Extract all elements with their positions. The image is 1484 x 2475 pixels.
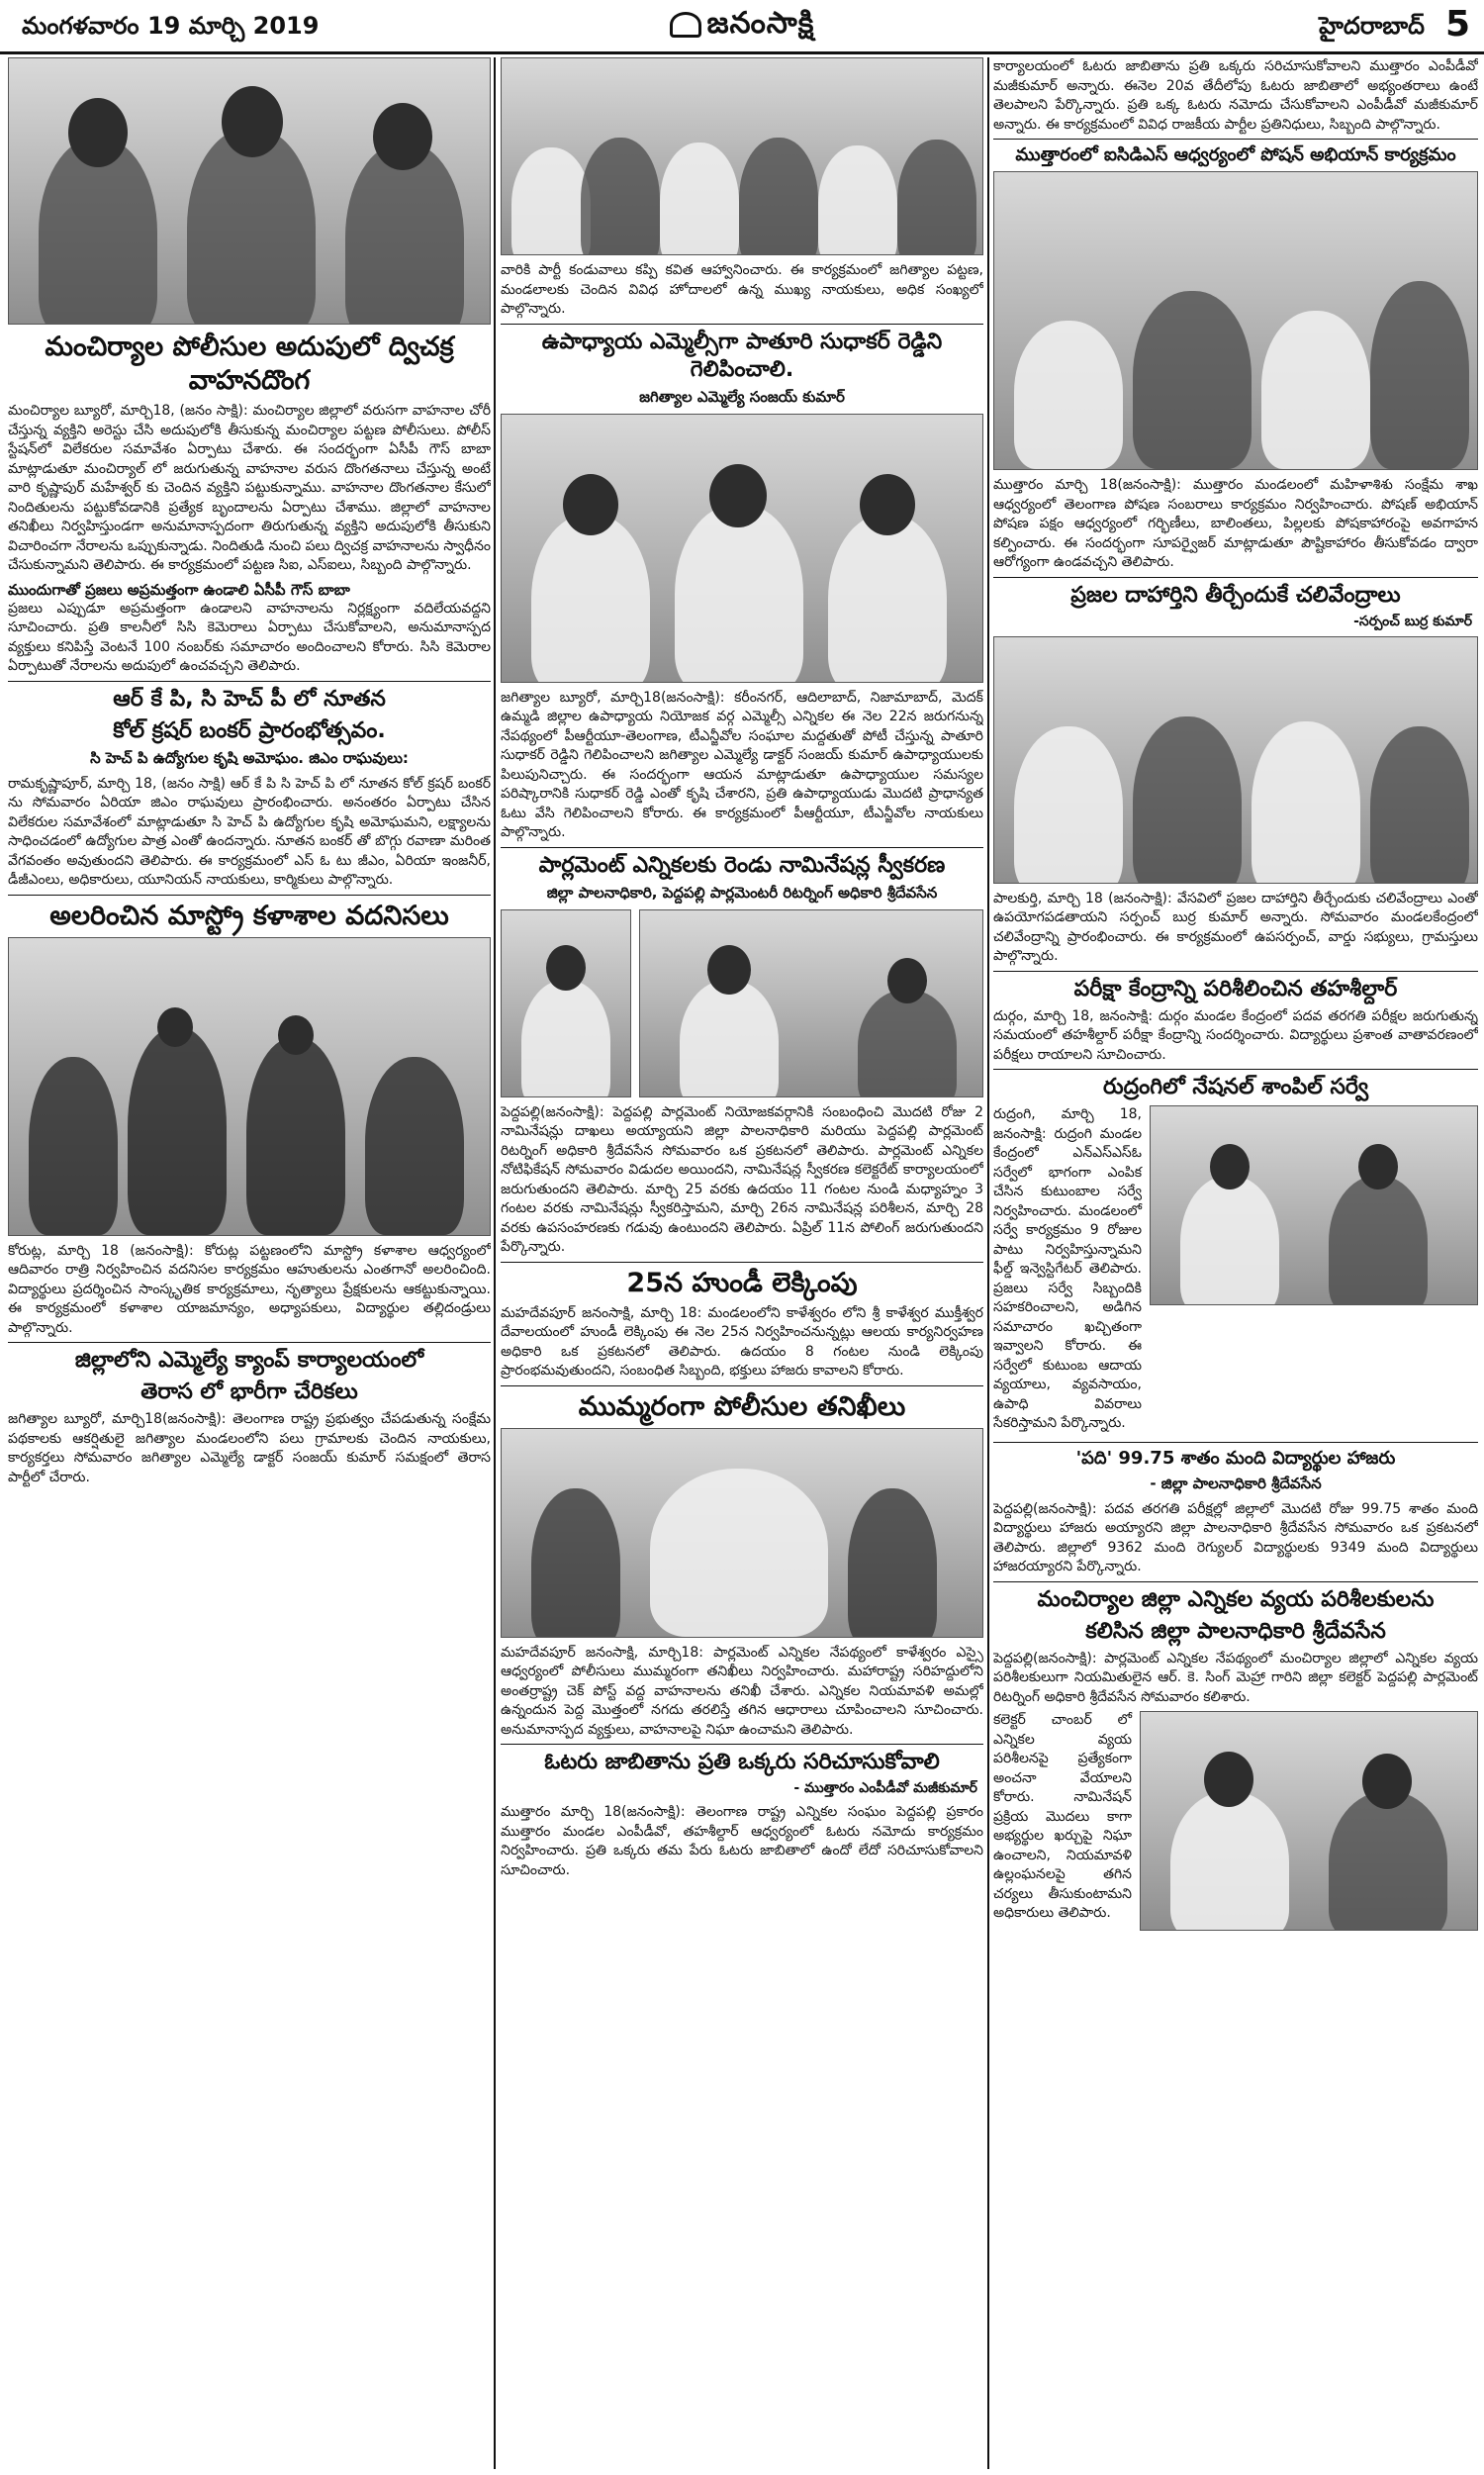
subheading: - జిల్లా పాలనాధికారి శ్రీదేవసేన [1150, 1474, 1322, 1492]
article-body: ముత్తారం మార్చి 18(జనంసాక్షి): ముత్తారం మండలంలో మహిళాశిశు సంక్షేమ శాఖ ఆధ్వర్యంలో తెలంగాణ పోషణ సంబరాలు కార్యక్రమం నిర్వహించారు. పోషణ్ అభియాన్ పోషణ పక్షం ఆధ్వర్యంలో గర్భిణీలు, బాలింతలు, పిల్లలకు పోషకాహారంపై అవగాహన కల్పించారు. ఈ సందర్భంగా సూపర్వైజర్ మాట్లాడుతూ పౌష్టికాహారం తీసుకోవడం ద్వారా ఆరోగ్యంగా ఉండవచ్చని తెలిపారు. [993, 477, 1478, 570]
divider [8, 681, 491, 682]
police-checking-photo [501, 1428, 983, 1638]
article-body: పెద్దపల్లి(జనంసాక్షి): పదవ తరగతి పరీక్షల్లో జిల్లాలో మొదటి రోజు 99.75 శాతం మంది విద్యార్థులు హాజరు అయ్యారని జిల్లా పాలనాధికారి శ్రీదేవసేన సోమవారం ఒక ప్రకటనలో తెలిపారు. జిల్లాలో 9362 మంది రెగ్యులర్ విద్యార్థులకు 9349 మంది విద్యార్థులు హాజరయ్యారని పేర్కొన్నారు. [993, 1500, 1478, 1574]
headline: ప్రజల దాహార్తిని తీర్చేందుకే చలివేంద్రాలు [1070, 582, 1401, 608]
article-body: దుర్గం, మార్చి 18, జనంసాక్షి: దుర్గం మండల కేంద్రంలో పదవ తరగతి పరీక్షల జరుగుతున్న సమయంలో తహశీల్దార్ పరీక్షా కేంద్రాన్ని సందర్శించారు. విద్యార్థులు ప్రశాంత వాతావరణంలో పరీక్షలు రాయాలని సూచించారు. [993, 1007, 1478, 1063]
article-body: పెద్దపల్లి(జనంసాక్షి): పార్లమెంట్ ఎన్నికల నేపథ్యంలో మంచిర్యాల జిల్లాలో ఎన్నికల వ్యయ పరిశీలకులుగా నియమితులైన ఆర్. కె. సింగ్ మెహ్రా గారిని జిల్లా కలెక్టర్ పెద్దపల్లి పార్లమెంట్ రిటర్నింగ్ అధికారి శ్రీదేవసేన సోమవారం కలిశారు. [993, 1650, 1478, 1705]
poshan-abhiyan-photo [993, 171, 1478, 470]
byline: - ముత్తారం ఎంపీడీవో మజీకుమార్ [793, 1780, 977, 1796]
water-stall-photo [993, 636, 1478, 884]
divider [993, 139, 1478, 140]
police-press-photo [8, 57, 491, 325]
article-body: ముత్తారం మార్చి 18(జనంసాక్షి): తెలంగాణ రాష్ట్ర ఎన్నికల సంఘం పెద్దపల్లి ప్రకారం ముత్తారం మండల ఎంపీడీవో, తహశీల్దార్ ఆధ్వర్యంలో ఓటరు నమోదు కార్యక్రమం నిర్వహించారు. ప్రతి ఒక్కరు తమ పేరు ఓటరు జాబితాలో ఉందో లేదో సరిచూసుకోవాలని సూచించారు. [501, 1804, 983, 1878]
divider [993, 1442, 1478, 1443]
headline: రుద్రంగిలో నేషనల్ శాంపిల్ సర్వే [1102, 1075, 1369, 1099]
article-body: రుద్రంగి, మార్చి 18, జనంసాక్షి: రుద్రంగి మండల కేంద్రంలో ఎన్ఎస్ఎస్ఓ సర్వేలో భాగంగా ఎంపిక చేసిన కుటుంబాల సర్వే నిర్వహించారు. మండలంలో సర్వే కార్యక్రమం 9 రోజుల పాటు నిర్వహిస్తున్నామని ఫీల్డ్ ఇన్వెస్టిగేటర్ తెలిపారు. ప్రజలు సర్వే సిబ్బందికి సహకరించాలని, అడిగిన సమాచారం ఖచ్చితంగా ఇవ్వాలని కోరారు. ఈ సర్వేలో కుటుంబ ఆదాయ వ్యయాలు, వ్యవసాయం, ఉపాధి వివరాలు సేకరిస్తామని పేర్కొన్నారు. [993, 1106, 1142, 1431]
edition-city: హైదరాబాద్ [1319, 12, 1425, 40]
article-body: మహదేవపూర్ జనంసాక్షి, మార్చి18: పార్లమెంట్ ఎన్నికల నేపథ్యంలో కాళేశ్వరం ఎస్సై ఆధ్వర్యంలో పోలీసులు ముమ్మరంగా తనిఖీలు నిర్వహించారు. మహారాష్ట్ర సరిహద్దులోని అంతర్రాష్ట్ర చెక్ పోస్ట్ వద్ద వాహనాలను తనిఖీ చేశారు. ఎన్నికల నియమావళి అమల్లో ఉన్నందున పెద్ద మొత్తంలో నగదు తరలిస్తే తగిన ఆధారాలు చూపించాలని సూచించారు. అనుమానాస్పద వ్యక్తులు, వాహనాలపై నిఘా ఉంచామని తెలిపారు. [501, 1644, 983, 1738]
collector-meeting-photo [1140, 1711, 1478, 1931]
headline: మంచిర్యాల జిల్లా ఎన్నికల వ్యయ పరిశీలకులను [1037, 1586, 1435, 1612]
divider [501, 1385, 983, 1386]
story-with-photo [993, 1105, 1478, 1438]
article-body: కోరుట్ల, మార్చి 18 (జనంసాక్షి): కోరుట్ల పట్టణంలోని మాస్ట్రో కళాశాల ఆధ్వర్యంలో ఆదివారం రాత్రి నిర్వహించిన వదనిసల కార్యక్రమం ఆహుతులను ఎంతగానో అలరించింది. విద్యార్థులు ప్రదర్శించిన సాంస్కృతిక కార్యక్రమాలు, నృత్యాలు ప్రేక్షకులను ఆకట్టుకున్నాయి. ఈ కార్యక్రమంలో కళాశాల యాజమాన్యం, అధ్యాపకులు, విద్యార్థుల తల్లిదండ్రులు పాల్గొన్నారు. [8, 1242, 491, 1336]
article-body: రామకృష్ణాపూర్, మార్చి 18, (జనం సాక్షి) ఆర్ కే పి సి హెచ్ పి లో నూతన కోల్ క్రషర్ బంకర్ ను సోమవారం ఏరియా జిఎం రాఘవులు ప్రారంభించారు. అనంతరం ఏర్పాటు చేసిన విలేకరుల సమావేశంలో మాట్లాడుతూ సి హెచ్ పి ఉద్యోగుల కృషి అమోఘమని, లక్ష్యాలను సాధించడంలో ఉద్యోగుల పాత్ర ఎంతో ఉందన్నారు. నూతన బంకర్ తో బొగ్గు రవాణా మరింత వేగవంతం అవుతుందని తెలిపారు. ఈ కార్యక్రమంలో ఎస్ ఓ టు జీఎం, ఏరియా ఇంజనీర్, డీజీఎంలు, అధికారులు, యూనియన్ నాయకులు, కార్మికులు పాల్గొన్నారు. [8, 775, 491, 888]
article-body: జగిత్యాల బ్యూరో, మార్చి18(జనంసాక్షి): కరీంనగర్, ఆదిలాబాద్, నిజామాబాద్, మెదక్ ఉమ్మడి జిల్లాల ఉపాధ్యాయ నియోజక వర్గ ఎమ్మెల్సీ ఎన్నికల ఈ నెల 22న జరుగనున్న నేపథ్యంలో పీఆర్టీయూ-తెలంగాణ, టీఎన్జీవోల సంఘాల మద్దతుతో పోటీ చేస్తున్న పాతూరి సుధాకర్ రెడ్డిని గెలిపించాలని జగిత్యాల ఎమ్మెల్యే డాక్టర్ సంజయ్ కుమార్ ఉపాధ్యాయులకు పిలుపునిచ్చారు. ఈ సందర్భంగా ఆయన మాట్లాడుతూ ఉపాధ్యాయుల సమస్యల పరిష్కారానికి సుధాకర్ రెడ్డి ఎంతో కృషి చేశారని, ప్రతి ఉపాధ్యాయుడు మొదటి ప్రాధాన్యత ఓటు వేసి గెలిపించాలని కోరారు. ఈ కార్యక్రమంలో పీఆర్టీయూ, టీఎన్జీవోల నాయకులు పాల్గొన్నారు. [501, 689, 983, 840]
headline: 25న హుండీ లెక్కింపు [626, 1267, 858, 1298]
divider [993, 577, 1478, 578]
newspaper-logo [613, 6, 871, 48]
column-3 [993, 57, 1478, 2469]
headline: మంచిర్యాల పోలీసుల అదుపులో ద్విచక్ర వాహనదొంగ [45, 332, 454, 396]
article-body: కార్యాలయంలో ఓటరు జాబితాను ప్రతి ఒక్కరు సరిచూసుకోవాలని ముత్తారం ఎంపీడీవో మజీకుమార్ అన్నారు. ఈనెల 20వ తేదీలోపు ఓటరు జాబితాలో అభ్యంతరాలు ఉంటే తెలపాలని పేర్కొన్నారు. ప్రతి ఒక్క ఓటరు నమోదు చేసుకోవాలని ఎంపీడీవో మజీకుమార్ అన్నారు. ఈ కార్యక్రమంలో వివిధ రాజకీయ పార్టీల ప్రతినిధులు, సిబ్బంది పాల్గొన్నారు. [993, 58, 1478, 133]
subheading: సి హెచ్ పి ఉద్యోగుల కృషి అమోఘం. జిఎం రాఘవులు: [90, 748, 409, 767]
subheading: ముందుగాతో ప్రజలు అప్రమత్తంగా ఉండాలి ఏసీపీ గౌస్ బాబా [8, 580, 350, 599]
headline: అలరించిన మాస్ట్రో కళాశాల వదనిసలు [49, 900, 449, 931]
column-divider [494, 57, 496, 2469]
masthead [0, 0, 1484, 54]
article-body: ప్రజలు ఎప్పుడూ అప్రమత్తంగా ఉండాలని వాహనాలను నిర్లక్ష్యంగా వదిలేయవద్దని సూచించారు. ప్రతి కాలనీలో సిసి కెమెరాలు ఏర్పాటు చేసుకోవాలని, అనుమానాస్పద వ్యక్తులు కనిపిస్తే వెంటనే 100 నంబర్‌కు సమాచారం అందించాలని కోరారు. సిసి కెమెరాల ఏర్పాటుతో నేరాలను అదుపులో ఉంచవచ్చని తెలిపారు. [8, 600, 491, 674]
article-body: మహదేవపూర్ జనంసాక్షి, మార్చి 18: మండలంలోని కాళేశ్వరం లోని శ్రీ కాళేశ్వర ముక్తీశ్వర దేవాలయంలో హుండీ లెక్కింపు ఈ నెల 25న నిర్వహించనున్నట్లు ఆలయ కార్యనిర్వహణ అధికారి ఒక ప్రకటనలో తెలిపారు. ఉదయం 8 గంటల నుండి లెక్కింపు ప్రారంభమవుతుందని, సంబంధిత సిబ్బంది, భక్తులు హాజరు కావాలని కోరారు. [501, 1304, 983, 1379]
column-2 [501, 57, 983, 2469]
divider [501, 847, 983, 848]
divider [8, 1342, 491, 1343]
divider [993, 971, 1478, 972]
logo-emblem-icon [670, 12, 701, 38]
party-joining-photo [501, 57, 983, 255]
article-body: జగిత్యాల బ్యూరో, మార్చి18(జనంసాక్షి): తెలంగాణ రాష్ట్ర ప్రభుత్వం చేపడుతున్న సంక్షేమ పథకాలకు ఆకర్షితులై జగిత్యాల మండలంలోని పలు గ్రామాలకు చెందిన నాయకులు, కార్యకర్తలు సోమవారం జగిత్యాల ఎమ్మెల్యే డాక్టర్ సంజయ్ కుమార్ సమక్షంలో తెరాస పార్టీలో చేరారు. [8, 1411, 491, 1485]
article-body: మంచిర్యాల బ్యూరో, మార్చి18, (జనం సాక్షి): మంచిర్యాల జిల్లాలో వరుసగా వాహనాల చోరీ చేస్తున్న వ్యక్తిని అరెస్టు చేసి అదుపులోకి తీసుకున్న మంచిర్యాల పట్టణ పోలీసులు. పోలీస్ స్టేషన్‌లో విలేకరుల సమావేశం ఏర్పాటు చేశారు. ఈ సందర్భంగా ఏసీపీ గౌస్ బాబా మాట్లాడుతూ మంచిర్యాల్ లో జరుగుతున్న వాహనాల వరుస దొంగతనాలు చేస్తున్న అంటే వారి కృష్ణాపుర్ మహేశ్వర్ కు చెందిన వ్యక్తిని పట్టుకున్నాము. వాహనాల దొంగతనాల కేసులో నిందితులను పట్టుకోవడానికి ప్రత్యేక బృందాలను ఏర్పాటు చేశాము. జిల్లాలో వాహనాల తనిఖీలు నిర్వహిస్తుండగా అనుమానాస్పదంగా తిరుగుతున్న వ్యక్తిని అదుపులోకి తీసుకుని విచారించగా నేరాలను ఒప్పుకున్నాడు. నిందితుడి నుంచి పలు ద్విచక్ర వాహనాలను స్వాధీనం చేసుకున్నామని తెలిపారు. ఈ కార్యక్రమంలో పట్టణ సిఐ, ఎస్ఐలు, సిబ్బంది పాల్గొన్నారు. [8, 403, 491, 573]
subheading: జగిత్యాల ఎమ్మెల్యే సంజయ్ కుమార్ [639, 387, 845, 406]
article-body: పెద్దపల్లి(జనంసాక్షి): పెద్దపల్లి పార్లమెంట్ నియోజకవర్గానికి సంబంధించి మొదటి రోజు 2 నామినేషన్లు దాఖలు అయ్యాయని జిల్లా పాలనాధికారి మరియు పెద్దపల్లి పార్లమెంట్ రిటర్నింగ్ అధికారి శ్రీదేవసేన సోమవారం ఒక ప్రకటనలో తెలిపారు. పార్లమెంట్ ఎన్నికల నోటిఫికేషన్ సోమవారం విడుదల అయిందని, నామినేషన్ల స్వీకరణ కలెక్టరేట్ కార్యాలయంలో జరుగుతుందని తెలిపారు. మార్చి 25 వరకు ఉదయం 11 గంటల నుండి మధ్యాహ్నం 3 గంటల వరకు నామినేషన్లు స్వీకరిస్తామని, మార్చి 26న నామినేషన్ల పరిశీలన, మార్చి 28 వరకు ఉపసంహరణకు గడువు ఉంటుందని తెలిపారు. ఏప్రిల్ 11న పోలింగ్ జరుగుతుందని పేర్కొన్నారు. [501, 1103, 983, 1255]
newspaper-name: జనంసాక్షి [706, 6, 815, 41]
divider [501, 1262, 983, 1263]
article-body: పాలకుర్తి, మార్చి 18 (జనంసాక్షి): వేసవిలో ప్రజల దాహార్తిని తీర్చేందుకు చలివేంద్రాలు ఎంతో ఉపయోగపడతాయని సర్పంచ్ బుర్ర కుమార్ అన్నారు. సోమవారం మండలకేంద్రంలో చలివేంద్రాన్ని ప్రారంభించారు. ఈ కార్యక్రమంలో ఉపసర్పంచ్, వార్డు సభ్యులు, గ్రామస్తులు పాల్గొన్నారు. [993, 890, 1478, 964]
divider [501, 324, 983, 325]
headline: ముమ్మరంగా పోలీసుల తనిఖీలు [578, 1390, 906, 1422]
page-number: 5 [1444, 4, 1470, 45]
headline: ముత్తారంలో ఐసిడిఎస్ ఆధ్వర్యంలో పోషన్ అభియాన్ కార్యక్రమం [1015, 144, 1456, 165]
divider [993, 1581, 1478, 1582]
headline: ఉపాధ్యాయ ఎమ్మెల్సీగా పాతూరి సుధాకర్ రెడ్డిని గెలిపించాలి. [541, 329, 943, 382]
story-with-photo [993, 1711, 1478, 1937]
column-1 [8, 57, 491, 2469]
nomination-photo-left [501, 909, 631, 1097]
headline: జిల్లాలోని ఎమ్మెల్యే క్యాంప్ కార్యాలయంలో [74, 1348, 424, 1373]
headline: పరీక్షా కేంద్రాన్ని పరిశీలించిన తహశీల్దార్ [1073, 976, 1398, 1001]
dance-performance-photo [8, 937, 491, 1236]
photo-row [501, 909, 983, 1103]
headline: ఓటరు జాబితాను ప్రతి ఒక్కరు సరిచూసుకోవాలి [544, 1750, 940, 1774]
subheading: జిల్లా పాలనాధికారి, పెద్దపల్లి పార్లమెంటరీ రిటర్నింగ్ అధికారి శ్రీదేవసేన [546, 883, 938, 902]
headline: తెరాస లో భారీగా చేరికలు [140, 1380, 358, 1404]
divider [501, 1744, 983, 1745]
campaign-release-photo [501, 414, 983, 683]
headline: కోల్ క్రషర్ బంకర్ ప్రారంభోత్సవం. [113, 717, 386, 743]
column-divider [987, 57, 989, 2469]
headline: ఆర్ కే పి, సి హెచ్ పీ లో నూతన [113, 686, 386, 712]
headline: 'పది' 99.75 శాతం మంది విద్యార్థుల హాజరు [1075, 1447, 1396, 1469]
article-body: కలెక్టర్ చాంబర్ లో ఎన్నికల వ్యయ పరిశీలనపై ప్రత్యేకంగా అంచనా వేయాలని కోరారు. నామినేషన్ ప్రక్రియ మొదలు కాగా అభ్యర్థుల ఖర్చుపై నిఘా ఉంచాలని, నియమావళి ఉల్లంఘనలపై తగిన చర్యలు తీసుకుంటామని అధికారులు తెలిపారు. [993, 1712, 1132, 1921]
nomination-photo-right [639, 909, 983, 1097]
sample-survey-photo [1150, 1105, 1478, 1305]
headline: పార్లమెంట్ ఎన్నికలకు రెండు నామినేషన్ల స్వీకరణ [538, 852, 946, 878]
photo-caption: వారికి పార్టీ కండువాలు కప్పి కవిత ఆహ్వానించారు. ఈ కార్యక్రమంలో జగిత్యాల పట్టణ, మండలాలకు చెందిన వివిధ హోదాలలో ఉన్న ముఖ్య నాయకులు, అధిక సంఖ్యలో పాల్గొన్నారు. [501, 262, 983, 317]
issue-date: మంగళవారం 19 మార్చి 2019 [22, 12, 320, 40]
divider [8, 895, 491, 896]
headline: కలిసిన జిల్లా పాలనాధికారి శ్రీదేవసేన [1085, 1618, 1386, 1644]
byline: -సర్పంచ్ బుర్ర కుమార్ [1353, 613, 1472, 629]
divider [993, 1069, 1478, 1070]
